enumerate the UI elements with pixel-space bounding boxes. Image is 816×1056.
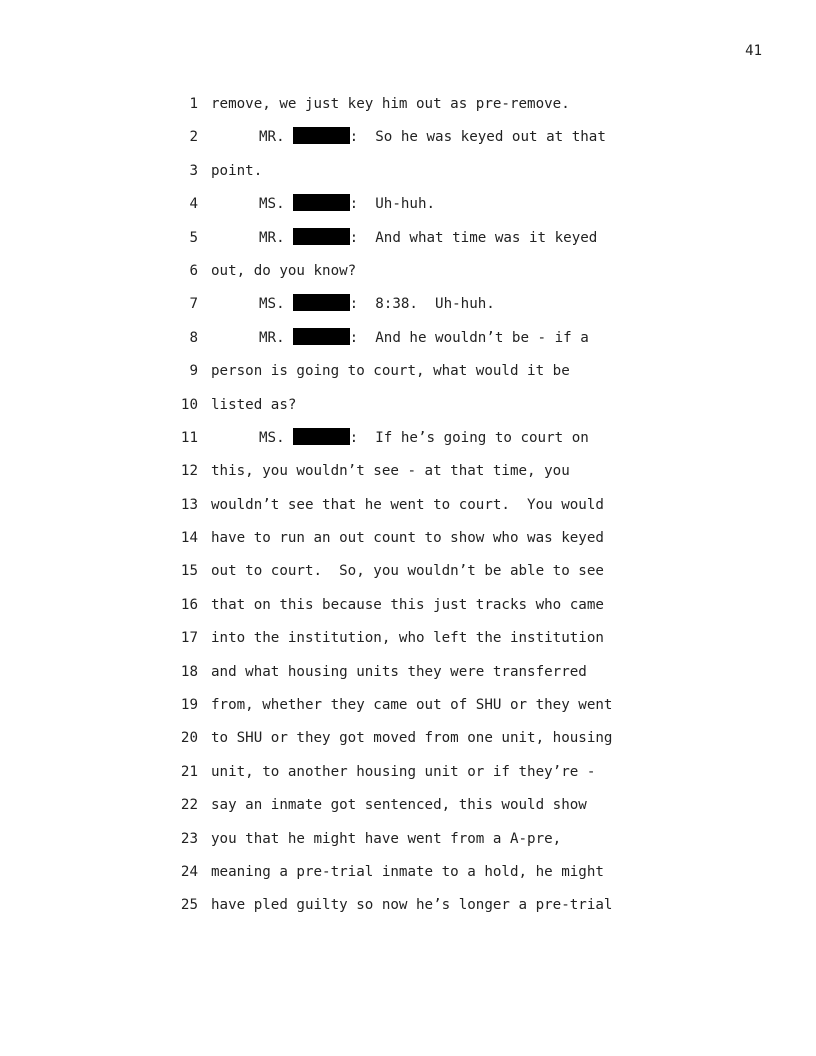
line-text xyxy=(211,494,604,527)
testimony-text: : If he’s going to court on xyxy=(349,429,589,446)
transcript-line xyxy=(172,828,692,861)
testimony-text: wouldn’t see that he went to court. You would xyxy=(211,496,604,513)
line-text xyxy=(211,460,570,493)
line-number: 12 xyxy=(180,463,198,480)
line-text xyxy=(211,327,589,360)
testimony-text: have pled guilty so now he’s longer a pre-trial xyxy=(211,897,613,914)
testimony-text: : And what time was it keyed xyxy=(349,229,598,246)
testimony-text: you that he might have went from a A-pre, xyxy=(211,830,562,847)
line-text xyxy=(211,427,589,460)
redacted-name-block xyxy=(293,328,350,345)
line-number: 11 xyxy=(180,429,198,446)
testimony-text: person is going to court, what would it be xyxy=(211,363,570,380)
line-number: 5 xyxy=(189,229,198,246)
transcript-line xyxy=(172,260,692,293)
line-text xyxy=(211,761,595,794)
line-text xyxy=(211,227,597,260)
line-number: 6 xyxy=(189,262,198,279)
transcript-line xyxy=(172,794,692,827)
transcript-line xyxy=(172,694,692,727)
line-text xyxy=(211,727,612,760)
transcript-line xyxy=(172,193,692,226)
line-text xyxy=(211,861,604,894)
line-text xyxy=(211,160,262,193)
transcript-line xyxy=(172,527,692,560)
transcript-line xyxy=(172,427,692,460)
line-number: 13 xyxy=(180,496,198,513)
transcript-line xyxy=(172,227,692,260)
testimony-text: into the institution, who left the institution xyxy=(211,630,604,647)
transcript-line xyxy=(172,460,692,493)
transcript-line xyxy=(172,360,692,393)
transcript-line xyxy=(172,594,692,627)
line-text xyxy=(211,661,587,694)
line-text xyxy=(211,694,612,727)
line-number: 7 xyxy=(189,296,198,313)
line-text xyxy=(211,126,606,159)
line-number: 10 xyxy=(180,396,198,413)
testimony-text: meaning a pre-trial inmate to a hold, he might xyxy=(211,863,604,880)
line-text xyxy=(211,360,570,393)
line-text xyxy=(211,828,561,861)
line-number: 14 xyxy=(180,530,198,547)
redacted-name-block xyxy=(293,228,350,245)
line-text xyxy=(211,794,587,827)
transcript-line xyxy=(172,160,692,193)
line-number: 2 xyxy=(189,129,198,146)
testimony-text: out to court. So, you wouldn’t be able to see xyxy=(211,563,604,580)
line-number: 15 xyxy=(180,563,198,580)
speaker-title: MR. xyxy=(259,229,285,246)
transcript-line xyxy=(172,761,692,794)
testimony-text: : Uh-huh. xyxy=(349,196,436,213)
line-text xyxy=(211,93,570,126)
testimony-text: from, whether they came out of SHU or they went xyxy=(211,697,613,714)
testimony-text: that on this because this just tracks who came xyxy=(211,596,604,613)
speaker-title: MS. xyxy=(259,296,285,313)
line-text xyxy=(211,260,356,293)
testimony-text: this, you wouldn’t see - at that time, you xyxy=(211,463,570,480)
line-text xyxy=(211,894,612,927)
line-number: 19 xyxy=(180,697,198,714)
speaker-title: MS. xyxy=(259,429,285,446)
line-number: 3 xyxy=(189,162,198,179)
line-number: 17 xyxy=(180,630,198,647)
transcript-line xyxy=(172,93,692,126)
line-number: 21 xyxy=(180,763,198,780)
transcript-body xyxy=(172,93,692,928)
line-number: 4 xyxy=(189,196,198,213)
line-number: 9 xyxy=(189,363,198,380)
speaker-title: MR. xyxy=(259,329,285,346)
transcript-line xyxy=(172,327,692,360)
testimony-text: listed as? xyxy=(211,396,297,413)
line-number: 16 xyxy=(180,596,198,613)
testimony-text: remove, we just key him out as pre-remove. xyxy=(211,96,570,112)
line-text xyxy=(211,594,604,627)
line-number: 1 xyxy=(189,96,198,112)
line-number: 24 xyxy=(180,863,198,880)
transcript-line xyxy=(172,126,692,159)
page-number: 41 xyxy=(745,43,762,59)
transcript-line xyxy=(172,661,692,694)
testimony-text: say an inmate got sentenced, this would show xyxy=(211,797,587,814)
redacted-name-block xyxy=(293,428,350,445)
line-number: 20 xyxy=(180,730,198,747)
line-number: 23 xyxy=(180,830,198,847)
transcript-line xyxy=(172,727,692,760)
transcript-line xyxy=(172,627,692,660)
transcript-line xyxy=(172,494,692,527)
line-number: 25 xyxy=(180,897,198,914)
transcript-line xyxy=(172,293,692,326)
testimony-text: to SHU or they got moved from one unit, housing xyxy=(211,730,613,747)
transcript-line xyxy=(172,560,692,593)
testimony-text: : And he wouldn’t be - if a xyxy=(349,329,589,346)
transcript-line xyxy=(172,894,692,927)
transcript-line xyxy=(172,394,692,427)
testimony-text: out, do you know? xyxy=(211,262,357,279)
line-text xyxy=(211,394,296,427)
redacted-name-block xyxy=(293,294,350,311)
line-text xyxy=(211,627,604,660)
testimony-text: unit, to another housing unit or if they’re - xyxy=(211,763,596,780)
line-number: 18 xyxy=(180,663,198,680)
testimony-text: : 8:38. Uh-huh. xyxy=(349,296,495,313)
line-number: 22 xyxy=(180,797,198,814)
line-text xyxy=(211,293,495,326)
line-text xyxy=(211,527,604,560)
line-text xyxy=(211,193,435,226)
speaker-title: MS. xyxy=(259,196,285,213)
line-number: 8 xyxy=(189,329,198,346)
speaker-title: MR. xyxy=(259,129,285,146)
testimony-text: point. xyxy=(211,162,263,179)
testimony-text: and what housing units they were transferred xyxy=(211,663,587,680)
redacted-name-block xyxy=(293,127,350,144)
transcript-line xyxy=(172,861,692,894)
line-text xyxy=(211,560,604,593)
redacted-name-block xyxy=(293,194,350,211)
testimony-text: : So he was keyed out at that xyxy=(349,129,606,146)
testimony-text: have to run an out count to show who was keyed xyxy=(211,530,604,547)
